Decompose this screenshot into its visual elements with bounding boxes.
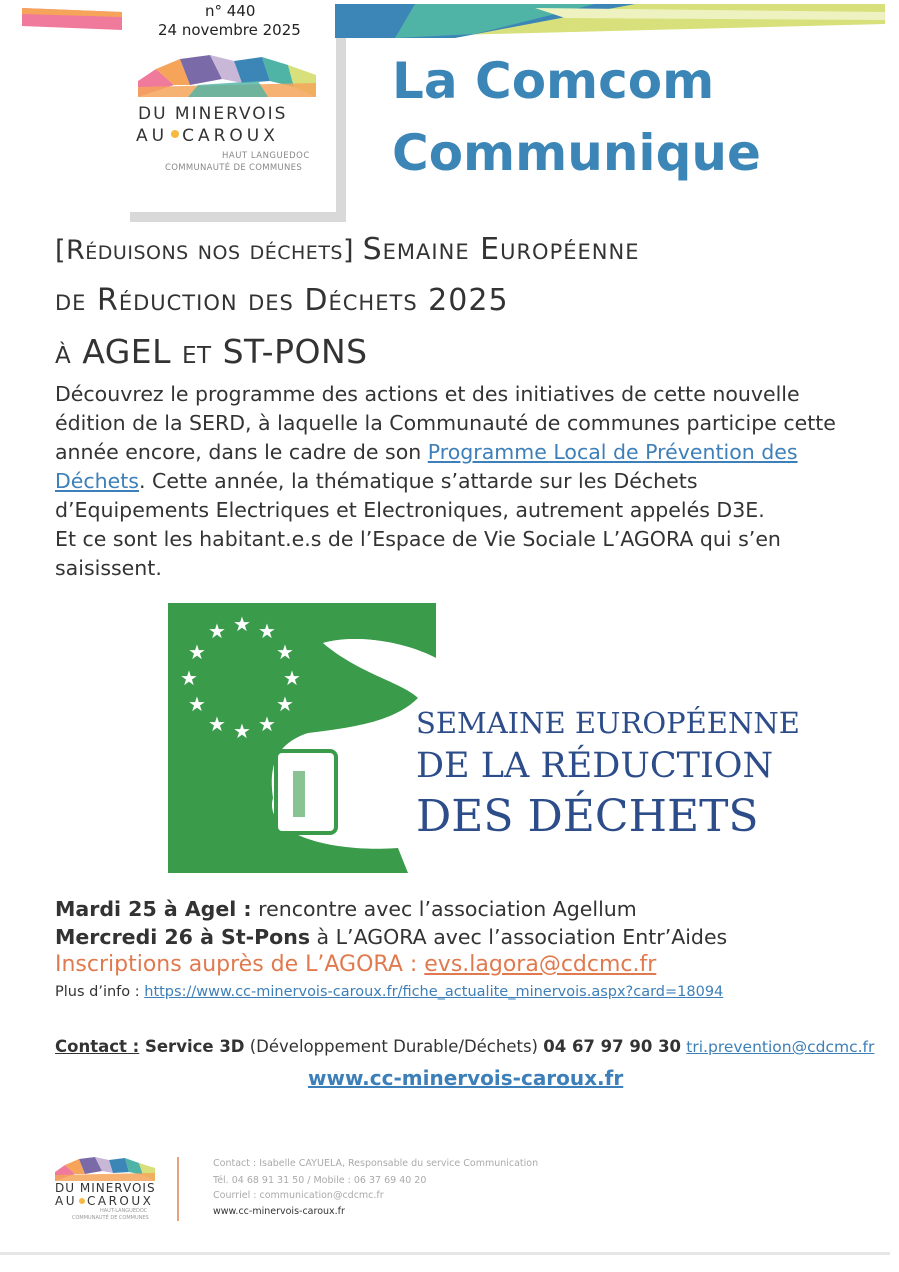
- website-link[interactable]: www.cc-minervois-caroux.fr: [308, 1066, 624, 1090]
- brand-title-line1: La Comcom: [392, 52, 715, 110]
- footer-website-link[interactable]: www.cc-minervois-caroux.fr: [213, 1206, 345, 1217]
- more-info-line: [55, 984, 723, 1000]
- svg-text:★: ★: [276, 640, 294, 664]
- contact-desc: (Développement Durable/Déchets): [244, 1037, 544, 1056]
- more-info-link[interactable]: https://www.cc-minervois-caroux.fr/fiche_actualite_minervois.aspx?card=18094: [144, 984, 724, 1000]
- logo-sun-icon: [171, 130, 179, 138]
- svg-text:★: ★: [233, 612, 251, 636]
- headline-main: Semaine Européenne: [362, 232, 640, 267]
- intro-part2: . Cette année, la thématique s’attarde sur les Déchets d’Equipements Electriques et Electroniques, autrement appelés D3E.: [55, 469, 765, 522]
- event-stpons-date: Mercredi 26 à St-Pons: [55, 925, 311, 949]
- svg-text:★: ★: [208, 712, 226, 736]
- events-list: [55, 895, 727, 951]
- event-stpons: [55, 923, 727, 951]
- issue-date: 24 novembre 2025: [158, 21, 301, 39]
- svg-text:★: ★: [188, 640, 206, 664]
- logo-frame-vertical: [336, 38, 346, 220]
- footer-email-line: Courriel : communication@cdcmc.fr: [213, 1190, 384, 1201]
- logo-name-line2: [136, 126, 279, 146]
- svg-text:★: ★: [180, 666, 198, 690]
- logo-mountains-icon: [138, 55, 316, 97]
- logo-frame-horizontal: [130, 212, 346, 222]
- footer-logo-subtitle2: COMMUNAUTÉ DE COMMUNES: [72, 1215, 149, 1221]
- footer-logo-subtitle1: HAUT-LANGUEDOC: [100, 1208, 148, 1214]
- footer-contact-line: Contact : Isabelle CAYUELA, Responsable du service Communication: [213, 1158, 539, 1169]
- serd-text-line2: DE LA RÉDUCTION: [416, 746, 774, 786]
- footer-logo-au: AU: [55, 1194, 77, 1208]
- event-agel-date: Mardi 25 à Agel :: [55, 897, 252, 921]
- contact-service: Service 3D: [139, 1037, 245, 1056]
- svg-text:★: ★: [258, 619, 276, 643]
- logo-subtitle1: HAUT LANGUEDOC: [222, 151, 310, 161]
- headline-line2: de Réduction des Déchets 2025: [55, 283, 509, 318]
- bottom-rule: [0, 1252, 890, 1255]
- inscription-label: Inscriptions auprès de L’AGORA :: [55, 952, 425, 977]
- svg-text:★: ★: [208, 619, 226, 643]
- footer-phone-line: Tél. 04 68 91 31 50 / Mobile : 06 37 69 40 20: [213, 1175, 427, 1186]
- footer-logo-name-line2: [55, 1194, 153, 1208]
- issue-number: n° 440: [205, 2, 256, 20]
- event-stpons-desc: à L’AGORA avec l’association Entr’Aides: [310, 925, 728, 949]
- svg-text:★: ★: [258, 712, 276, 736]
- program-link[interactable]: Programme Local de Prévention des Déchets: [55, 440, 798, 493]
- event-agel: [55, 895, 727, 923]
- contact-phone: 04 67 97 90 30: [543, 1037, 682, 1056]
- footer-logo-mountains-icon: [55, 1157, 155, 1181]
- intro-text: [55, 380, 855, 583]
- intro-part1: Découvrez le programme des actions et des initiatives de cette nouvelle édition de la SERD, à laquelle la Communauté de communes participe cette année encore, dans le cadre de son: [55, 382, 836, 464]
- inscription-email-link[interactable]: evs.lagora@cdcmc.fr: [424, 952, 657, 977]
- brand-title-line2: Communique: [392, 124, 761, 182]
- event-agel-desc: rencontre avec l’association Agellum: [251, 897, 637, 921]
- serd-text-line1: SEMAINE EUROPÉENNE: [416, 706, 800, 740]
- footer-logo-caroux: CAROUX: [87, 1194, 154, 1208]
- inscription-line: [55, 952, 656, 977]
- footer-divider: [177, 1157, 179, 1221]
- serd-logo-image: [168, 603, 800, 873]
- headline-line3: à AGEL et ST-PONS: [55, 332, 368, 371]
- more-info-label: Plus d’info :: [55, 984, 145, 1000]
- logo-name-au: AU: [136, 126, 169, 146]
- logo-name-caroux: CAROUX: [182, 126, 279, 146]
- headline-line1: [55, 232, 639, 267]
- headline-tag: [Réduisons nos déchets]: [55, 235, 355, 266]
- contact-label: Contact :: [55, 1037, 140, 1056]
- svg-text:★: ★: [188, 692, 206, 716]
- contact-line: [55, 1037, 874, 1056]
- logo-name-line1: DU MINERVOIS: [138, 104, 288, 124]
- contact-email-link[interactable]: tri.prevention@cdcmc.fr: [686, 1038, 875, 1056]
- intro-paragraph2: Et ce sont les habitant.e.s de l’Espace de Vie Sociale L’AGORA qui s’en saisissent.: [55, 527, 781, 580]
- footer-logo-name-line1: DU MINERVOIS: [55, 1181, 156, 1195]
- serd-text-line3: DES DÉCHETS: [416, 791, 759, 842]
- header-stripe-right: [335, 4, 885, 38]
- svg-text:★: ★: [276, 692, 294, 716]
- intro-paragraph1: [55, 380, 855, 525]
- logo-subtitle2: COMMUNAUTÉ DE COMMUNES: [165, 163, 303, 173]
- header-stripe-left: [22, 8, 122, 30]
- footer-logo-sun-icon: [79, 1198, 85, 1204]
- svg-text:★: ★: [283, 666, 301, 690]
- svg-text:★: ★: [233, 719, 251, 743]
